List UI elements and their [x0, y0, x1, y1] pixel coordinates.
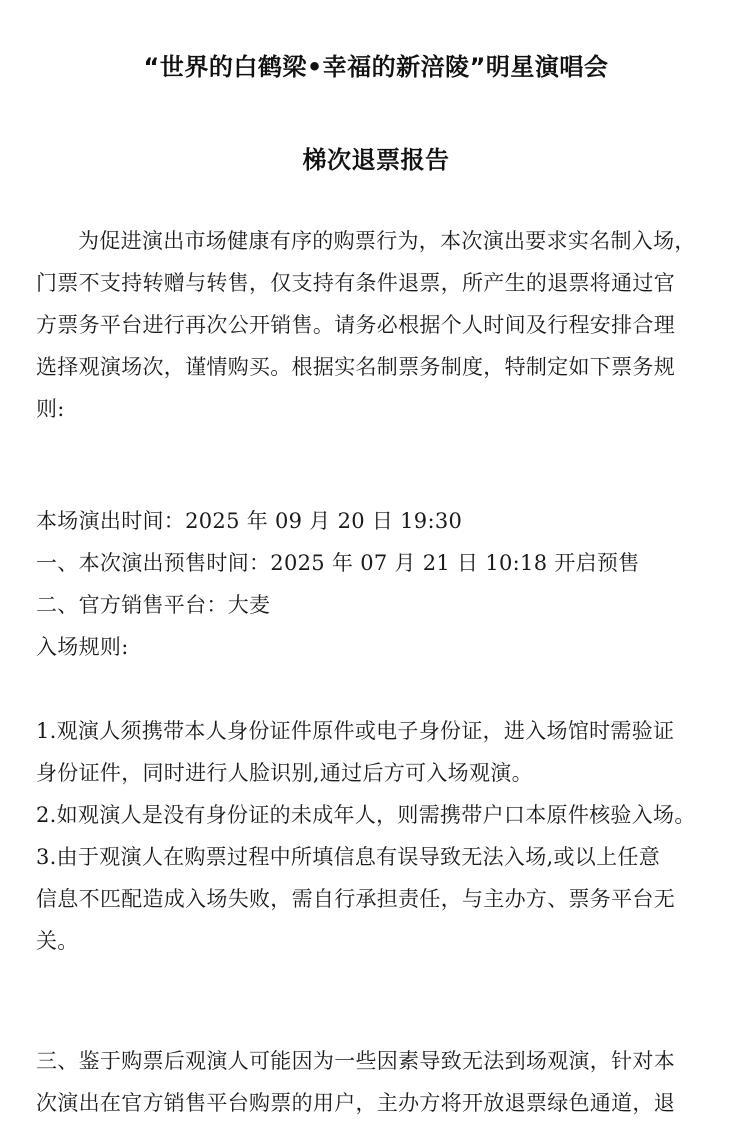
- show-time-line: 本场演出时间：2025 年 09 月 20 日 19:30: [36, 509, 463, 533]
- presale-time-line: 一、本次演出预售时间：2025 年 07 月 21 日 10:18 开启预售: [36, 551, 640, 575]
- section-three: [36, 1040, 726, 1124]
- rule-line: 1.观演人须携带本人身份证件原件或电子身份证，进入场馆时需验证: [36, 719, 675, 743]
- entry-rules-list: [36, 710, 726, 962]
- intro-line: 方票务平台进行再次公开销售。请务必根据个人时间及行程安排合理: [36, 313, 675, 337]
- info-section: [36, 500, 726, 668]
- intro-paragraph: [36, 220, 726, 430]
- intro-line: 为促进演出市场健康有序的购票行为，本次演出要求实名制入场，: [78, 229, 696, 253]
- rule-line: 关。: [36, 929, 79, 953]
- rule-line: 2.如观演人是没有身份证的未成年人，则需携带户口本原件核验入场。: [36, 803, 696, 827]
- section-three-line: 次演出在官方销售平台购票的用户，主办方将开放退票绿色通道，退: [36, 1091, 675, 1115]
- sales-platform-line: 二、官方销售平台：大麦: [36, 593, 271, 617]
- rule-line: 身份证件，同时进行人脸识别,通过后方可入场观演。: [36, 761, 533, 785]
- rule-line: 信息不匹配造成入场失败，需自行承担责任，与主办方、票务平台无: [36, 887, 675, 911]
- entry-rules-heading: 入场规则:: [36, 635, 129, 659]
- intro-line: 门票不支持转赠与转售，仅支持有条件退票，所产生的退票将通过官: [36, 271, 675, 295]
- document-title: “世界的白鹤梁•幸福的新涪陵”明星演唱会: [143, 53, 609, 81]
- intro-line: 选择观演场次，谨情购买。根据实名制票务制度，特制定如下票务规: [36, 355, 675, 379]
- rule-line: 3.由于观演人在购票过程中所填信息有误导致无法入场,或以上任意: [36, 845, 661, 869]
- document-subtitle: 梯次退票报告: [302, 146, 450, 174]
- section-three-line: 三、鉴于购票后观演人可能因为一些因素导致无法到场观演，针对本: [36, 1049, 675, 1073]
- intro-line: 则:: [36, 397, 65, 421]
